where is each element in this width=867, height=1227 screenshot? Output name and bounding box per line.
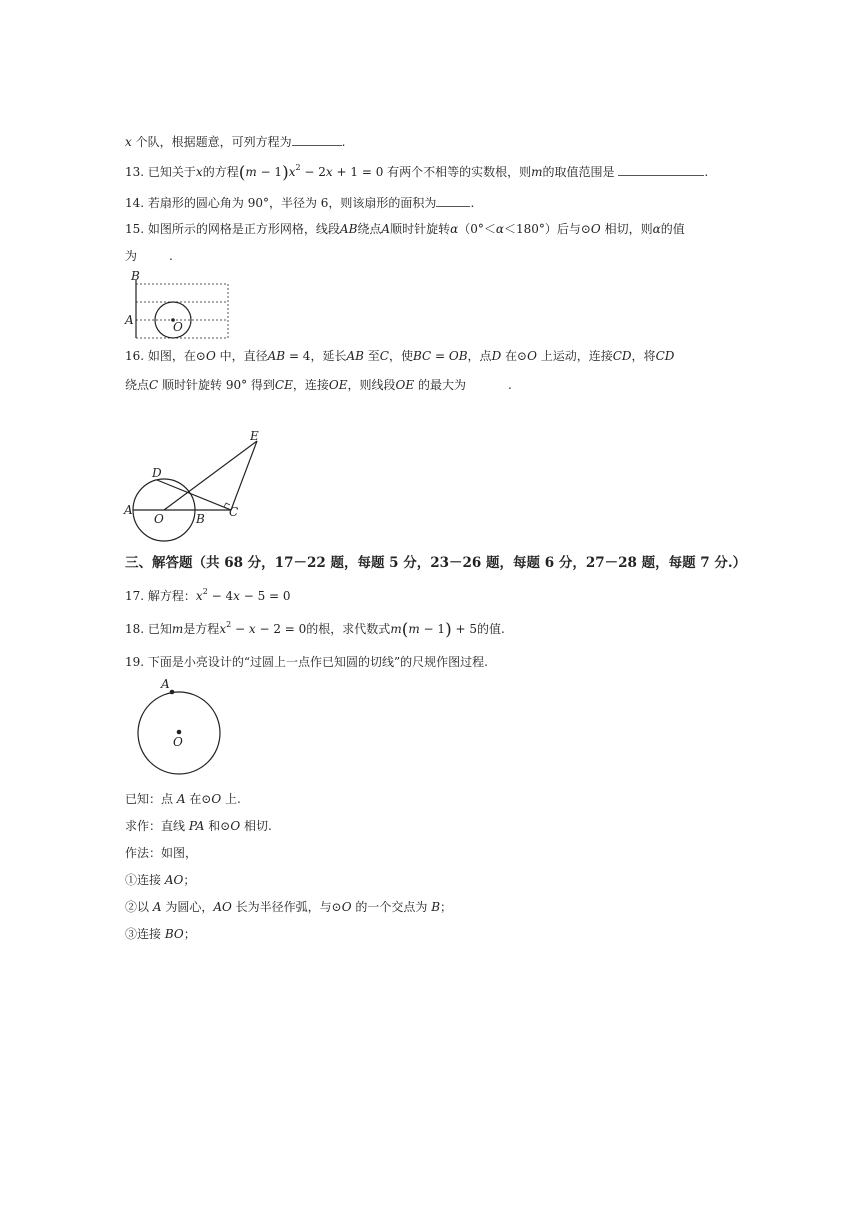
label-b: B [131,269,140,283]
seg-bo: BO [164,927,184,941]
line-oe [164,441,257,510]
seek-line [125,818,272,834]
exponent: 2 [295,163,301,172]
q16-text: 上运动，连接 [536,349,613,363]
q18-text: 18. 已知 [125,622,172,636]
q17-term: − 4 [207,589,234,603]
var-x: x [125,135,132,149]
seg-ce: CE [274,378,293,392]
q18-term3: − 1 [419,622,446,636]
period: . [507,378,512,392]
seg-cd: CD [612,349,632,363]
q13-lead: 13. 已知关于 [125,165,196,179]
q12-tail [125,133,345,150]
known-text: 上. [221,792,241,806]
question-19: 19. 下面是小亮设计的“过圆上一点作已知圆的切线”的尺规作图过程. [125,655,488,669]
q16-text: ，则线段 [347,378,396,392]
var-x: x [195,165,203,179]
seg-ob: OB [448,349,468,363]
var-x: x [248,622,256,636]
alpha: α [652,222,661,236]
point-c: C [379,349,389,363]
seek-text: 求作：直线 [125,819,189,833]
q18-text: 的根，求代数式 [306,622,391,636]
period: . [470,196,475,210]
label-e: E [250,429,259,443]
var-x: x [219,622,227,636]
exponent: 2 [226,620,232,629]
point-o: O [527,349,537,363]
step-text: 的一个交点为 [351,900,432,914]
q15-text: （0°＜ [458,222,496,236]
label-c: C [229,505,239,519]
q15-text: 为 [125,249,138,263]
point-o: O [205,349,216,363]
step-3 [125,926,196,942]
step-text: 为圆心， [161,900,214,914]
section-3-heading: 三、解答题（共 68 分，17－22 题，每题 5 分，23－26 题，每题 6 分，27－28 题，每题 7 分.） [125,555,747,571]
point-o: O [341,900,352,914]
figure-16 [120,428,270,528]
answer-blank[interactable] [292,133,342,146]
point-a-dot [170,690,175,695]
point-o: O [590,222,601,236]
question-13 [125,163,708,181]
seg-bc: BC [412,349,432,363]
label-a: A [161,677,170,691]
label-b: B [196,512,205,526]
q15-text: 相切，则 [600,222,653,236]
seg-ab: AB [346,349,364,363]
point-b: B [431,900,441,914]
known-line [125,791,241,807]
step-text: ①连接 [125,873,165,887]
seg-ab: AB [267,349,286,363]
question-16-line2 [125,377,512,393]
q16-text: = 4，延长 [285,349,347,363]
q15-text: 15. 如图所示的网格是正方形网格，线段 [125,222,340,236]
question-16-line1 [125,348,674,364]
paren-close: ) [282,163,289,183]
answer-blank[interactable] [436,194,470,207]
step-text: ； [440,900,453,914]
point-o: O [230,819,241,833]
period: . [341,135,346,149]
q16-text: ，将 [631,349,656,363]
q13-text: 的方程 [202,165,239,179]
q16-text: ，点 [467,349,492,363]
step-2 [125,899,452,915]
q15-text: 的值 [660,222,685,236]
paren-close: ) [445,620,452,640]
q16-text: = [431,349,449,363]
label-o: O [173,735,183,749]
var-x: x [325,165,333,179]
step-1 [125,872,195,888]
seg-ao: AO [213,900,232,914]
step-text: 长为半径作弧，与⊙ [231,900,342,914]
period: . [704,165,709,179]
var-m: m [245,165,257,179]
point-a: A [152,900,162,914]
var-m: m [171,622,184,636]
answer-blank[interactable] [466,377,508,389]
q16-text: ，连接 [292,378,329,392]
question-14 [125,194,474,211]
q16-text: 在⊙ [501,349,528,363]
q16-text: 中，直径 [215,349,268,363]
point-d: D [491,349,502,363]
point-a: A [381,222,391,236]
q12-text: 个队，根据题意，可列方程为 [131,135,292,149]
center-dot [177,730,182,735]
q13-term: − 2 [300,165,326,179]
var-m: m [531,165,543,179]
method-line: 作法：如图， [125,846,198,860]
q15-text: 绕点 [357,222,382,236]
q18-text: 是方程 [183,622,220,636]
q14-text: 14. 若扇形的圆心角为 90°，半径为 6，则该扇形的面积为 [125,196,437,210]
label-o: O [173,320,183,334]
line-pa: PA [188,819,205,833]
q18-term4: + 5 [451,622,478,636]
question-17 [125,588,291,604]
line-dc [157,480,231,510]
q15-text: 顺时针旋转 [390,222,451,236]
seg-cd: CD [655,349,675,363]
q16-text: ，使 [388,349,413,363]
var-x: x [195,589,203,603]
exponent: 2 [202,587,208,596]
seg-oe: OE [328,378,348,392]
var-m: m [390,622,402,636]
known-text: 在⊙ [185,792,212,806]
label-a: A [124,503,133,517]
question-18 [125,621,505,638]
q13-text3: 的取值范围是 [542,165,615,179]
q18-term2: − 2 = 0 [255,622,307,636]
var-x: x [288,165,296,179]
paren-open: ( [401,620,409,640]
step-text: ； [183,873,196,887]
step-text: ②以 [125,900,153,914]
answer-blank[interactable] [137,248,169,260]
answer-blank[interactable] [618,163,704,176]
alpha: α [495,222,504,236]
question-15-line2 [125,248,173,264]
point-c: C [149,378,159,392]
seg-ao: AO [164,873,184,887]
q16-text: 至 [363,349,380,363]
q15-text: ＜180°）后与⊙ [503,222,591,236]
figure-19 [130,676,230,776]
paren-open: ( [238,163,246,183]
seg-oe: OE [395,378,415,392]
label-a: A [125,313,134,327]
seek-text: 和⊙ [204,819,231,833]
q16-text: 的最大为 [414,378,466,392]
seg-ab: AB [339,222,358,236]
point-a: A [176,792,186,806]
label-o: O [154,512,164,526]
var-m: m [408,622,420,636]
alpha: α [450,222,459,236]
label-d: D [152,466,162,480]
q13-text2: 有两个不相等的实数根，则 [383,165,532,179]
step-text: ③连接 [125,927,165,941]
question-15-line1 [125,221,685,237]
point-o: O [211,792,222,806]
q17-term2: − 5 = 0 [239,589,291,603]
q16-text: 绕点 [125,378,150,392]
q16-text: 顺时针旋转 90° 得到 [158,378,275,392]
step-text: ； [183,927,196,941]
q13-minus: − 1 [256,165,283,179]
var-x: x [233,589,240,603]
figure-15-grid [120,268,235,343]
q16-text: 16. 如图，在⊙ [125,349,206,363]
known-text: 已知：点 [125,792,177,806]
q13-term2: + 1 = 0 [332,165,384,179]
q17-text: 17. 解方程： [125,589,196,603]
period: . [169,249,173,263]
seek-text: 相切. [240,819,272,833]
q18-text: 的值. [477,622,505,636]
q18-term: − [231,622,249,636]
